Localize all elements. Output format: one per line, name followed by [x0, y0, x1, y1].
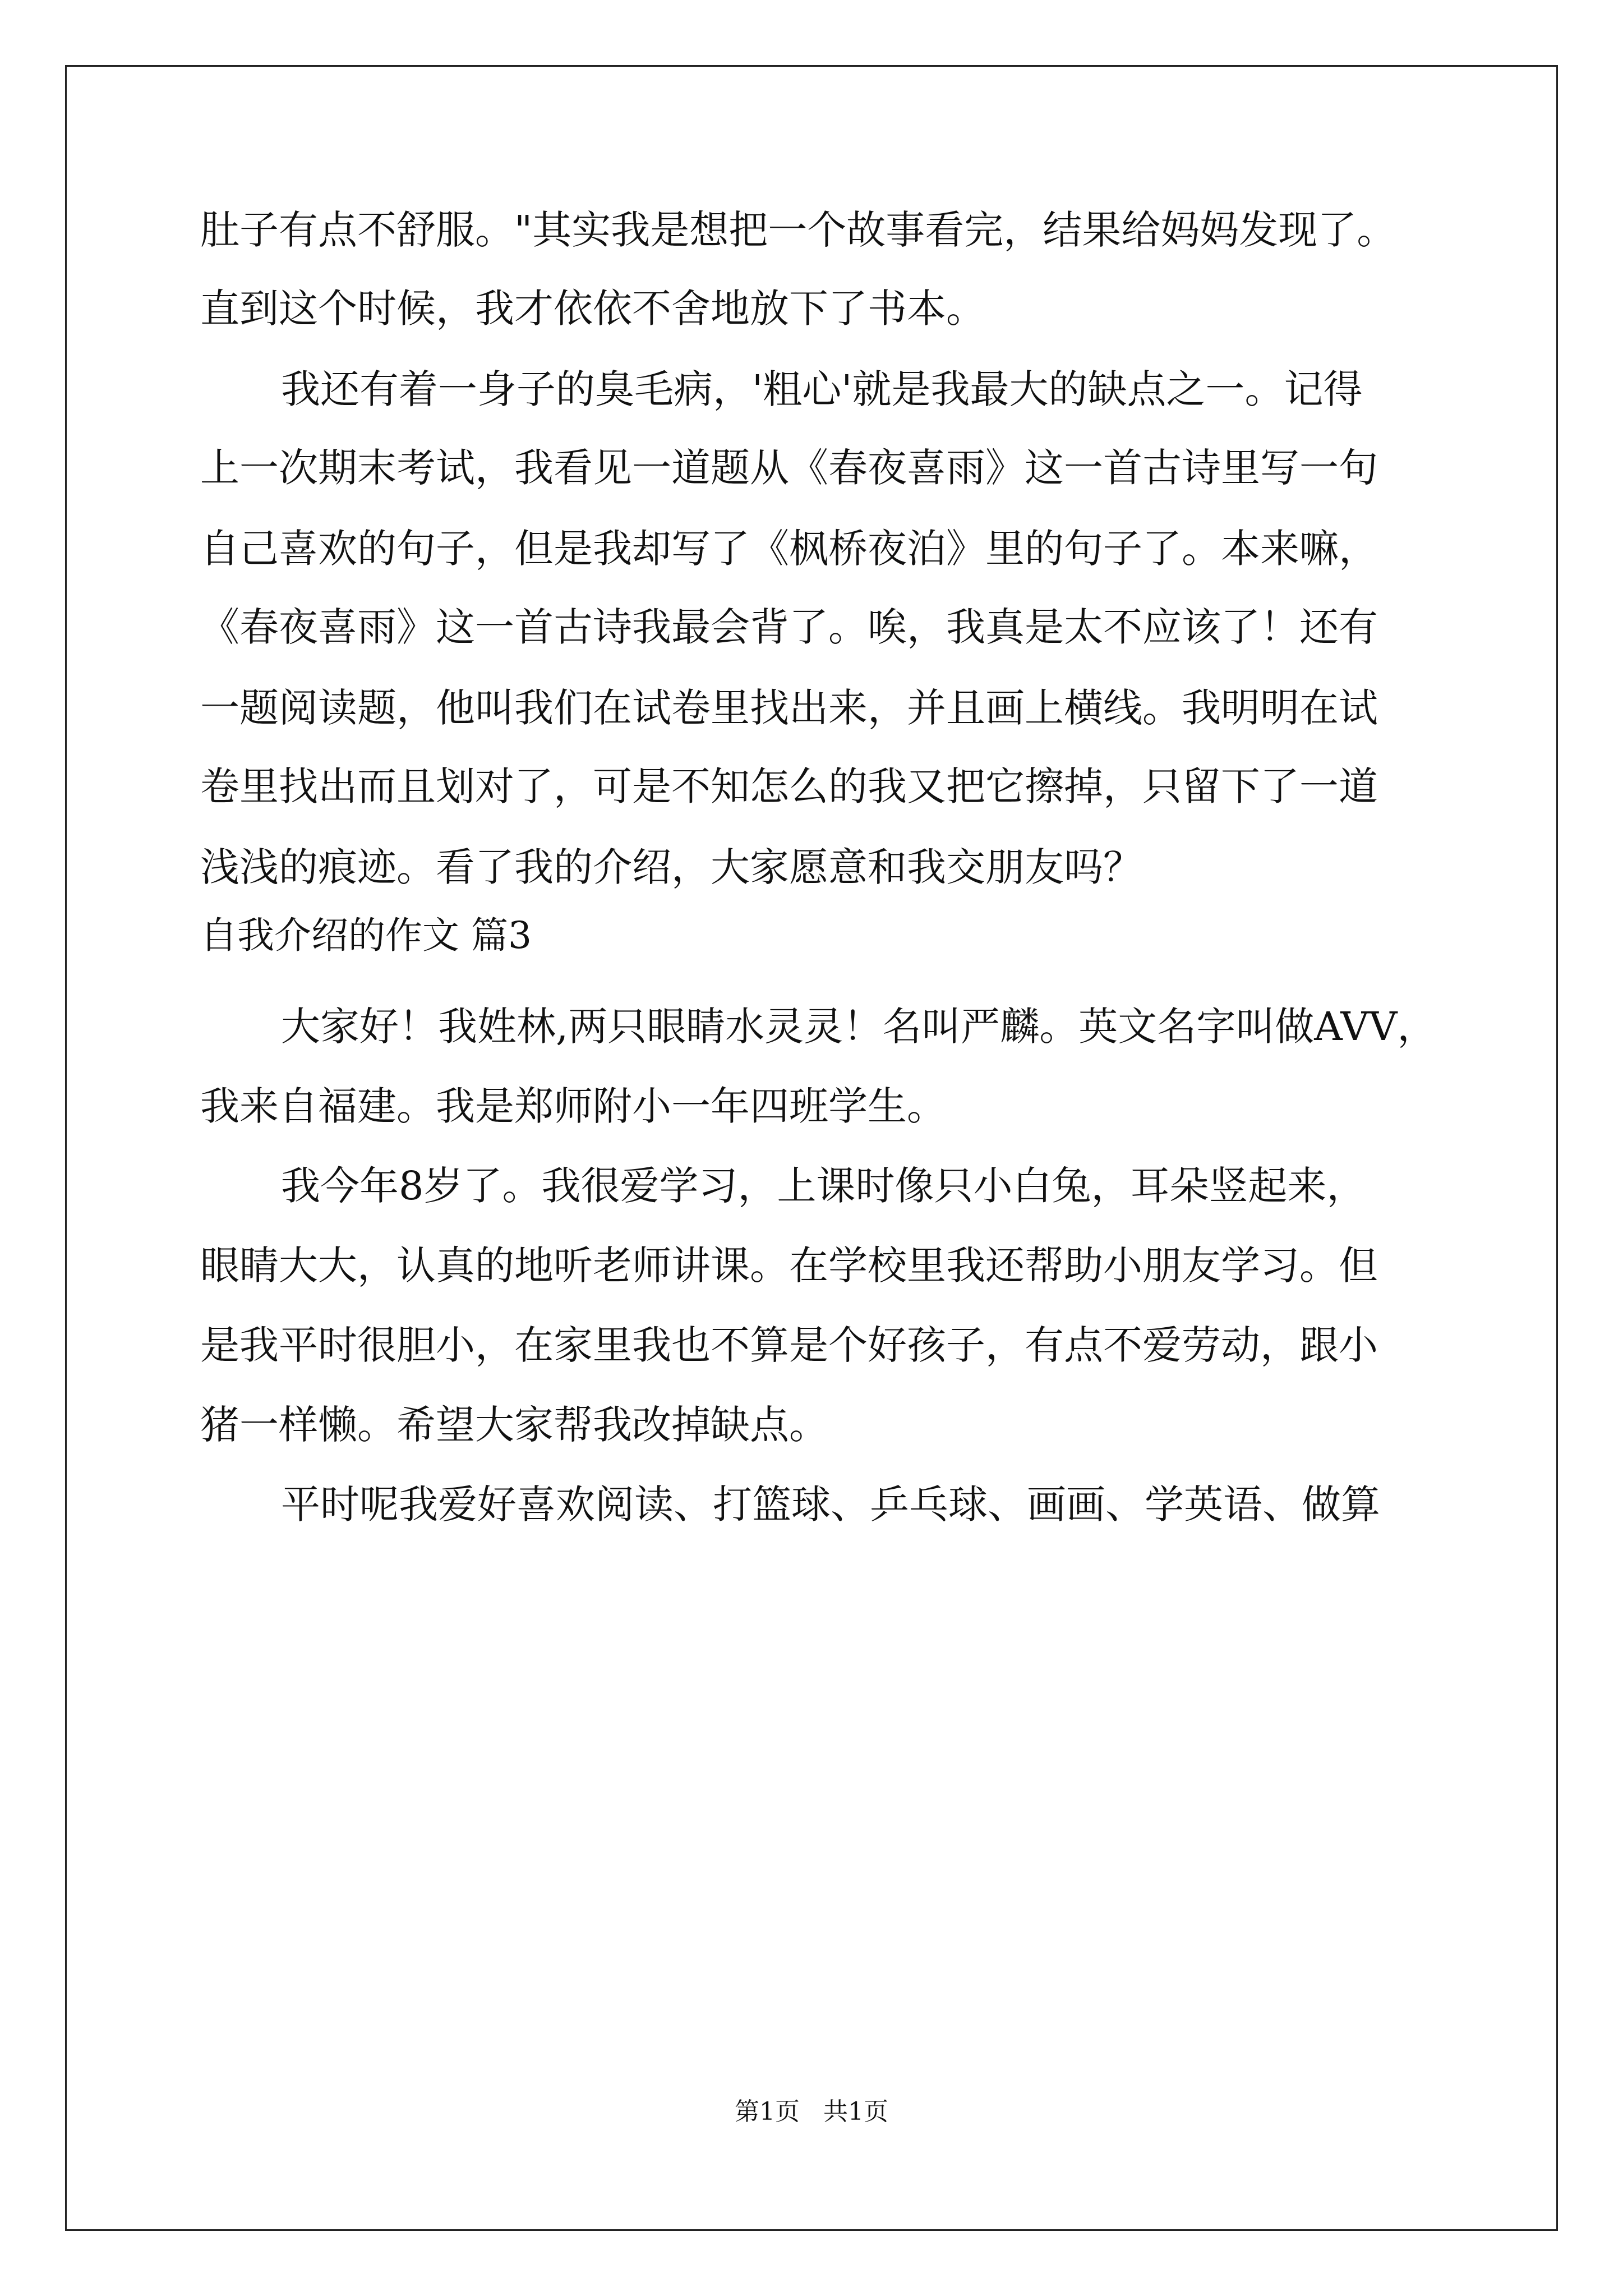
- text-line: 我今年8岁了。我很爱学习，上课时像只小白兔，耳朵竖起来，: [281, 1163, 1366, 1209]
- text-line: 自己喜欢的句子，但是我却写了《枫桥夜泊》里的句子了。本来嘛，: [200, 526, 1378, 572]
- text-line: 大家好！我姓林,两只眼睛水灵灵！名叫严麟。英文名字叫做AVV，: [281, 1004, 1437, 1050]
- text-line: 一题阅读题，他叫我们在试卷里找出来，并且画上横线。我明明在试: [200, 685, 1378, 731]
- text-line: 我还有着一身子的臭毛病，'粗心'就是我最大的缺点之一。记得: [281, 366, 1363, 412]
- text-line: 平时呢我爱好喜欢阅读、打篮球、乒乓球、画画、学英语、做算: [281, 1481, 1380, 1527]
- text-line: 肚子有点不舒服。"其实我是想把一个故事看完，结果给妈妈发现了。: [200, 207, 1396, 253]
- text-line: 《春夜喜雨》这一首古诗我最会背了。唉，我真是太不应该了！还有: [200, 604, 1378, 650]
- page-total: 共1页: [823, 2097, 888, 2126]
- text-line: 我来自福建。我是郑师附小一年四班学生。: [200, 1083, 946, 1129]
- section-heading: 自我介绍的作文 篇3: [200, 914, 532, 957]
- text-line: 猪一样懒。希望大家帮我改掉缺点。: [200, 1402, 828, 1448]
- page-number: 第1页: [735, 2097, 800, 2126]
- text-line: 浅浅的痕迹。看了我的介绍，大家愿意和我交朋友吗？: [200, 844, 1142, 890]
- text-line: 卷里找出而且划对了，可是不知怎么的我又把它擦掉，只留下了一道: [200, 763, 1378, 809]
- text-line: 是我平时很胆小，在家里我也不算是个好孩子，有点不爱劳动，跟小: [200, 1322, 1378, 1368]
- text-line: 上一次期末考试，我看见一道题从《春夜喜雨》这一首古诗里写一句: [200, 445, 1378, 491]
- page-footer: [0, 2095, 1623, 2129]
- text-line: 直到这个时候，我才依依不舍地放下了书本。: [200, 286, 985, 332]
- text-line: 眼睛大大，认真的地听老师讲课。在学校里我还帮助小朋友学习。但: [200, 1243, 1378, 1289]
